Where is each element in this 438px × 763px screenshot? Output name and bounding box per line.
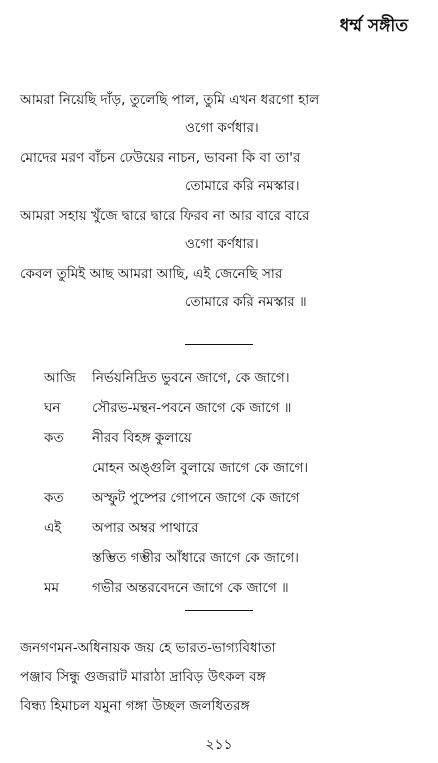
hymn-jage-ke-jage [44, 370, 424, 610]
hymn-lead-word: কত [44, 430, 64, 446]
hymn-row [44, 580, 424, 610]
poem-karnadhar [20, 92, 424, 324]
hymn-line: অপার অম্বর পাথারে [92, 520, 199, 536]
anthem-line: বিন্ধ্য হিমাচল যমুনা গঙ্গা উচ্ছল জলধিতরঙ্গ [20, 698, 250, 714]
hymn-line: অস্ফুট পুষ্পের গোপনে জাগে কে জাগে [92, 490, 300, 506]
poem-line: কেবল তুমিই আছ আমরা আছি, এই জেনেছি সার [20, 266, 283, 282]
section-header: ধর্ম্ম সঙ্গীত [339, 16, 408, 36]
hymn-line: মোহন অঙ্গুলি বুলায়ে জাগে কে জাগে। [92, 460, 309, 476]
hymn-lead-word: আজি [44, 370, 76, 386]
hymn-lead-word: এই [44, 520, 62, 536]
poem-refrain: ওগো কর্ণধার। [185, 120, 259, 136]
poem-line: আমরা সহায় খুঁজে দ্বারে দ্বারে ফিরব না আর বারে বারে [20, 208, 310, 224]
hymn-line: সৌরভ-মন্থন-পবনে জাগে কে জাগে ॥ [92, 400, 292, 416]
page-number: ২১১ [205, 737, 233, 753]
hymn-line: গভীর অন্তরবেদনে জাগে কে জাগে ॥ [92, 580, 289, 596]
hymn-row [44, 490, 424, 520]
hymn-row [44, 550, 424, 580]
hymn-line: স্তম্ভিত গম্ভীর আঁধারে জাগে কে জাগে। [92, 550, 299, 566]
poem-line: আমরা নিয়েছি দাঁড়, তুলেছি পাল, তুমি এখন ধরগো হাল [20, 92, 320, 108]
section-divider [185, 610, 253, 611]
hymn-row [44, 370, 424, 400]
anthem-line: জনগণমন-অধিনায়ক জয় হে ভারত-ভাগ্যবিধাতা [20, 640, 276, 656]
hymn-lead-word: কত [44, 490, 64, 506]
hymn-lead-word: মম [44, 580, 59, 596]
hymn-line: নীরব বিহঙ্গ কুলায়ে [92, 430, 192, 446]
hymn-row [44, 430, 424, 460]
poem-refrain: তোমারে করি নমস্কার। [185, 178, 300, 194]
poem-refrain: ওগো কর্ণধার। [185, 236, 259, 252]
poem-refrain: তোমারে করি নমস্কার ॥ [185, 294, 307, 310]
section-divider [185, 344, 253, 345]
hymn-row [44, 460, 424, 490]
anthem-jana-gana-mana [20, 640, 424, 727]
anthem-line: পঞ্জাব সিন্ধু গুজরাট মারাঠা দ্রাবিড় উৎকল বঙ্গ [20, 669, 266, 685]
poem-line: মোদের মরণ বাঁচন ঢেউয়ের নাচন, ভাবনা কি বা তা'র [20, 150, 301, 166]
hymn-lead-word: ঘন [44, 400, 61, 416]
hymn-line: নির্ভয়নিদ্রিত ভুবনে জাগে, কে জাগে। [92, 370, 290, 386]
hymn-row [44, 400, 424, 430]
hymn-row [44, 520, 424, 550]
